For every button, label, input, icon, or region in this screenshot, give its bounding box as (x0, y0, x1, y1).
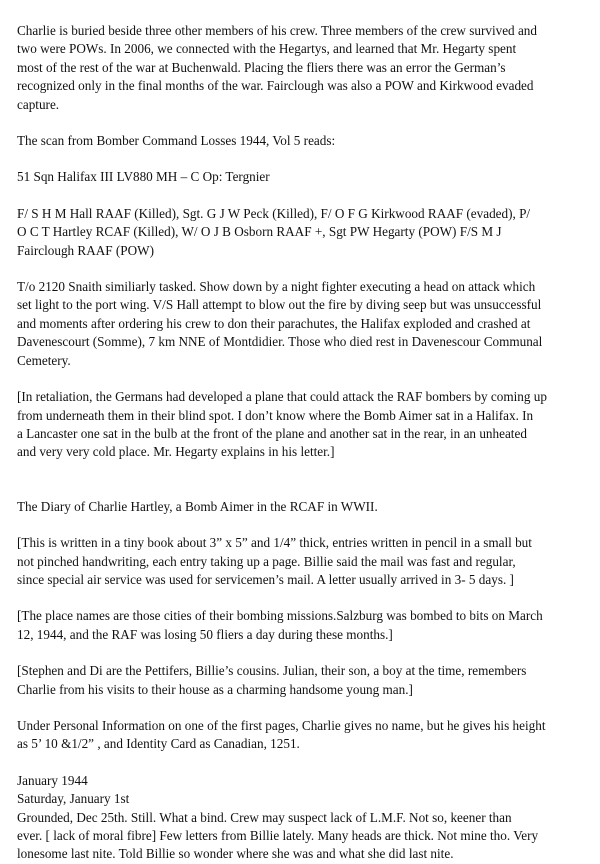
text-line: from underneath them in their blind spot. I don’t know where the Bomb Aimer sat in a Halifax. In (17, 407, 534, 423)
diary-month-heading: January 1944 (17, 772, 88, 788)
text-line: [In retaliation, the Germans had developed a plane that could attack the RAF bombers by coming up (17, 389, 547, 405)
paragraph-pettifers (17, 662, 589, 699)
document-page (17, 22, 589, 864)
paragraph-crew-list (17, 205, 589, 260)
text-line: two were POWs. In 2006, we connected with the Hegartys, and learned that Mr. Hegarty spent (17, 41, 517, 57)
paragraph-retaliation-note (17, 388, 589, 462)
text-line: not pinched handwriting, each entry taking up a page. Billie said the mail was fast and regular, (17, 553, 516, 569)
paragraph-crew-burial (17, 22, 589, 114)
text-line: O C T Hartley RCAF (Killed), W/ O J B Osborn RAAF +, Sgt PW Hegarty (POW) F/S M J (17, 224, 502, 240)
text-line: Davenescourt (Somme), 7 km NNE of Montdidier. Those who died rest in Davenescour Communal (17, 334, 543, 350)
text-line: lonesome last nite. Told Billie so wonder where she was and what she did last nite. (17, 846, 454, 862)
text-line: recognized only in the final months of the war. Fairclough was also a POW and Kirkwood evaded (17, 78, 534, 94)
text-line: most of the rest of the war at Buchenwald. Placing the fliers there was an error the German’s (17, 59, 506, 75)
text-line: and moments after ordering his crew to don their parachutes, the Halifax exploded and crashed at (17, 315, 531, 331)
text-line: The scan from Bomber Command Losses 1944, Vol 5 reads: (17, 133, 336, 149)
text-line: F/ S H M Hall RAAF (Killed), Sgt. G J W Peck (Killed), F/ O F G Kirkwood RAAF (evaded), P/ (17, 205, 531, 221)
text-line: since special air service was used for servicemen’s mail. A letter usually arrived in 3- 5 days. ] (17, 571, 514, 587)
text-line: 51 Sqn Halifax III LV880 MH – C Op: Tergnier (17, 169, 270, 185)
text-line: T/o 2120 Snaith similiarly tasked. Show down by a night fighter executing a head on attack which (17, 279, 536, 295)
paragraph-scan-intro (17, 132, 589, 150)
paragraph-diary-entry-jan-1 (17, 772, 589, 864)
paragraph-diary-description (17, 534, 589, 589)
text-line: and very very cold place. Mr. Hegarty explains in his letter.] (17, 444, 335, 460)
text-line: 12, 1944, and the RAF was losing 50 fliers a day during these months.] (17, 626, 393, 642)
paragraph-diary-title (17, 498, 589, 516)
paragraph-loss-report (17, 278, 589, 370)
text-line: ever. [ lack of moral fibre] Few letters from Billie lately. Many heads are thick. Not mine tho. Very (17, 828, 539, 843)
text-line: Cemetery. (17, 352, 71, 368)
diary-entry-date: Saturday, January 1st (17, 791, 130, 807)
text-line: The Diary of Charlie Hartley, a Bomb Aimer in the RCAF in WWII. (17, 498, 378, 514)
paragraph-squadron-info (17, 168, 589, 186)
paragraph-personal-info (17, 717, 589, 754)
text-line: a Lancaster one sat in the bulb at the front of the plane and another sat in the rear, in an unheated (17, 425, 527, 441)
text-line: Charlie is buried beside three other members of his crew. Three members of the crew survived and (17, 23, 537, 38)
text-line: Grounded, Dec 25th. Still. What a bind. Crew may suspect lack of L.M.F. Not so, keener than (17, 809, 512, 825)
text-line: capture. (17, 96, 60, 112)
text-line: [Stephen and Di are the Pettifers, Billie’s cousins. Julian, their son, a boy at the time, remembers (17, 663, 527, 679)
text-line: Under Personal Information on one of the first pages, Charlie gives no name, but he gives his height (17, 717, 546, 733)
text-line: Charlie from his visits to their house as a charming handsome young man.] (17, 681, 413, 697)
paragraph-place-names (17, 607, 589, 644)
text-line: [The place names are those cities of their bombing missions.Salzburg was bombed to bits on March (17, 608, 543, 624)
text-line: [This is written in a tiny book about 3” x 5” and 1/4” thick, entries written in pencil in a small but (17, 535, 532, 551)
text-line: Fairclough RAAF (POW) (17, 242, 154, 258)
text-line: as 5’ 10 &1/2” , and Identity Card as Canadian, 1251. (17, 736, 300, 752)
text-line: set light to the port wing. V/S Hall attempt to blow out the fire by diving seep but was unsuccessful (17, 297, 542, 313)
